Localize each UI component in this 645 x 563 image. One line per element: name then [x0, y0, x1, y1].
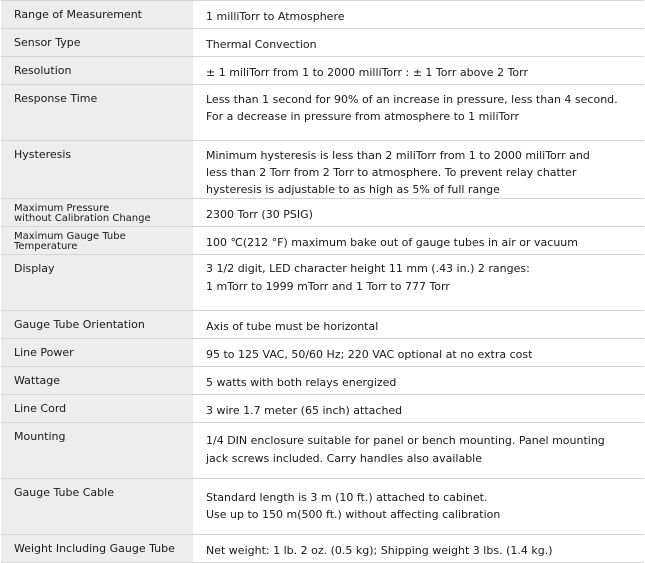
- spec-value: 1/4 DIN enclosure suitable for panel or bench mounting. Panel mounting jack screws included. Carry handles also available: [195, 423, 644, 479]
- spec-value: 100 ℃(212 °F) maximum bake out of gauge tubes in air or vacuum: [195, 227, 644, 255]
- spec-label: Response Time: [1, 85, 193, 141]
- spec-value: 95 to 125 VAC, 50/60 Hz; 220 VAC optional at no extra cost: [195, 339, 644, 367]
- spec-value: 3 1/2 digit, LED character height 11 mm (.43 in.) 2 ranges: 1 mTorr to 1999 mTorr and 1 Torr to 777 Torr: [195, 255, 644, 311]
- spec-row-maximum-pressure: [1, 199, 644, 227]
- spec-value: 1 milliTorr to Atmosphere: [195, 1, 644, 29]
- spec-row-range: [1, 1, 644, 29]
- spec-label: Gauge Tube Cable: [1, 479, 193, 535]
- spec-row-resolution: [1, 57, 644, 85]
- spec-label: Line Cord: [1, 395, 193, 423]
- spec-label: Maximum Pressure without Calibration Change: [1, 199, 193, 227]
- spec-label: Gauge Tube Orientation: [1, 311, 193, 339]
- spec-row-line-cord: [1, 395, 644, 423]
- spec-row-maximum-gauge-tube-temperature: [1, 227, 644, 255]
- specifications-table: [1, 0, 644, 563]
- spec-row-sensor-type: [1, 29, 644, 57]
- spec-row-mounting: [1, 423, 644, 479]
- spec-label: Sensor Type: [1, 29, 193, 57]
- spec-value: 3 wire 1.7 meter (65 inch) attached: [195, 395, 644, 423]
- spec-value: Less than 1 second for 90% of an increase in pressure, less than 4 second. For a decrease in pressure from atmosphere to 1 miliTorr: [195, 85, 644, 141]
- spec-label: Hysteresis: [1, 141, 193, 199]
- spec-value: Thermal Convection: [195, 29, 644, 57]
- spec-row-gauge-tube-cable: [1, 479, 644, 535]
- spec-value: Minimum hysteresis is less than 2 miliTorr from 1 to 2000 miliTorr and less than 2 Torr from 2 Torr to atmosphere. To prevent relay chatter hysteresis is adjustable to as high as 5% of full range: [195, 141, 644, 199]
- spec-row-display: [1, 255, 644, 311]
- spec-row-response-time: [1, 85, 644, 141]
- spec-label: Weight Including Gauge Tube: [1, 535, 193, 563]
- spec-value: Net weight: 1 lb. 2 oz. (0.5 kg); Shipping weight 3 lbs. (1.4 kg.): [195, 535, 644, 563]
- spec-label: Line Power: [1, 339, 193, 367]
- spec-value: Axis of tube must be horizontal: [195, 311, 644, 339]
- spec-label: Maximum Gauge Tube Temperature: [1, 227, 193, 255]
- spec-row-weight: [1, 535, 644, 563]
- spec-label: Display: [1, 255, 193, 311]
- spec-value: ± 1 miliTorr from 1 to 2000 milliTorr : ± 1 Torr above 2 Torr: [195, 57, 644, 85]
- spec-label: Range of Measurement: [1, 1, 193, 29]
- spec-value: 2300 Torr (30 PSIG): [195, 199, 644, 227]
- spec-row-hysteresis: [1, 141, 644, 199]
- spec-row-wattage: [1, 367, 644, 395]
- spec-value: 5 watts with both relays energized: [195, 367, 644, 395]
- spec-label: Resolution: [1, 57, 193, 85]
- spec-value: Standard length is 3 m (10 ft.) attached to cabinet. Use up to 150 m(500 ft.) without affecting calibration: [195, 479, 644, 535]
- spec-label: Mounting: [1, 423, 193, 479]
- spec-row-line-power: [1, 339, 644, 367]
- spec-row-gauge-tube-orientation: [1, 311, 644, 339]
- spec-label: Wattage: [1, 367, 193, 395]
